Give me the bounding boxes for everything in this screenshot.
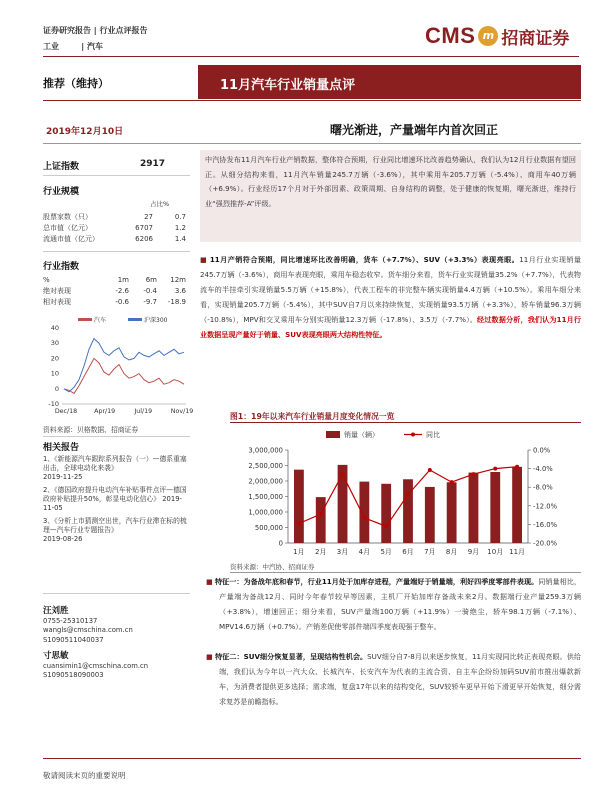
table-row [43,285,186,296]
feature-2-lead: 特征二：SUV细分恢复显著，呈现结构性机会。 [215,652,368,661]
scale-table [43,211,186,244]
cell: 绝对表现 [43,286,71,295]
divider [43,593,190,594]
rating-label: 推荐（维持） [43,77,109,90]
cell: 12m [170,275,186,284]
x-axis-tick-label: 2月 [314,548,327,556]
mini-y-tick-label: 40 [50,324,59,332]
bullet-1: ■ 11月产销符合预期，同比增速环比改善明确，货车（+7.7%）、SUV（+3.3%）表现亮眼。11月行业实现销量245.7万辆（-3.6%），商用车表现亮眼，乘用车稳态收窄。货车细分来看，货车行业实现销量35.2%（+7.7%），代表物流车的半挂牵引实现销量5.5万辆（+15.8%），代表工程车的非完整车辆实现销量4.4万辆（+10.5%）。乘用车细分来看，实现销量205.7万辆（-5.4%），其中SUV自7月以来持续恢复，实现销量93.5万辆（+3.3%），轿车销量96.3万辆（-10.8%），MPV和交叉乘用车分别实现销量12.3万辆（-17.8%）、3.5万（-7.7%）。经过数据分析，我们认为11月行业数据呈现产量好于销量、SUV表现亮眼两大结构性特征。 [200,255,582,339]
divider [43,251,190,252]
sales-bar [425,487,435,543]
left-axis-tick-label: 2,000,000 [248,477,283,486]
sales-bar [316,497,326,543]
cell: -2.6 [115,286,129,295]
cell: -18.9 [167,297,186,306]
auto-index-line [64,358,184,393]
cell: 27 [144,212,153,221]
related-reports [43,455,190,544]
x-axis-tick-label: 11月 [509,548,526,556]
right-axis-tick-label: -12.0% [533,502,558,511]
yoy-point [319,512,323,516]
related-text: 2、《德国政府提升电动汽车补贴事件点评—德国政府补贴提升50%，彰显电动化信心》 [43,486,187,503]
analyst-block [43,607,190,681]
logo-cms-text: CMS [425,23,476,48]
right-axis-tick-label: 0.0% [533,446,551,455]
cell: % [43,275,50,284]
cell: -9.7 [143,297,157,306]
legend-sales: 销量（辆） [344,431,379,439]
feature-1-lead: 特征一：为备战年底和春节，行业11月处于加库存进程，产量端好于销量端，利好四季度零部件表现。 [215,577,539,586]
yoy-point [450,480,454,484]
left-axis-tick-label: 500,000 [254,524,283,532]
sales-monthly-chart [228,426,584,562]
table-row [43,222,186,233]
table-row [43,233,186,244]
report-date: 2019年12月10日 [46,127,124,137]
legend-hs300: 沪深300 [144,317,168,324]
mini-y-tick-label: 30 [50,339,59,348]
cell: 1.2 [174,223,186,232]
analyst-email[interactable]: wangls@cmschina.com.cn [43,626,133,634]
right-axis-tick-label: -16.0% [533,520,558,529]
feature-2: ■ 特征二：SUV细分恢复显著，呈现结构性机会。SUV细分自7-8月以来逐步恢复，11月实现同比转正表现亮眼。供给端，我们认为今年以一汽大众、长城汽车、长安汽车为代表的主流合资、自主车企纷纷加码SUV前市推出爆款新车，为消费者提供更多选择；需求端，复盘17年以来的结构变化，SUV较轿车更早开始下滑更早开始恢复，细分需求复苏是前瞻指标。 [206,652,581,706]
analyst-email[interactable]: cuansimin1@cmschina.com.cn [43,661,149,670]
mini-chart-y-axis [48,324,59,408]
x-axis-tick-label: 8月 [445,548,458,556]
legend-swatch-yoy-marker [411,433,415,437]
sh-index-label: 上证指数 [43,162,80,172]
mini-y-tick-label: 0 [54,384,59,393]
sales-bar [381,484,391,543]
cell: 1.4 [174,234,186,243]
index-performance-chart [40,312,194,420]
figure-rule [230,422,581,423]
related-date: 2019-11-25 [43,473,83,481]
header-rule [43,56,579,57]
related-text: 3、《分析上市猜测空出世，汽车行业滞在标的梳理—汽车行业专题报告》 [43,517,187,534]
x-axis-tick-label: 3月 [336,548,349,556]
table-row [43,211,186,222]
cell: -0.4 [143,286,157,295]
mini-x-tick-label: Dec/18 [54,408,78,415]
x-axis-tick-label: 5月 [380,548,392,556]
right-axis-tick-label: -4.0% [533,465,553,474]
left-axis-tick-label: 1,500,000 [248,493,283,501]
right-axis-tick-label: -20.0% [533,539,558,548]
banner-rule [43,100,581,101]
feature-1-body: 同销量相比，产量端为备战12月、同时今年春节较早等因素，主机厂开始加库存备战未来2月。数据端行业产量259.3万辆（+3.8%），增速回正；细分来看，SUV产量端100万辆（+11.9%）一骑绝尘，轿车98.1万辆（-7.1%）、MPV14.6万辆（+0.7%）。产销差促使零部件端四季度表现强于整车。 [219,577,581,631]
yoy-point [515,465,519,469]
analyst-cert: S1090518090003 [43,671,104,679]
yoy-point [428,468,432,472]
yoy-point [341,472,345,476]
sales-bar [294,470,304,543]
cell: 股票家数（只） [43,212,92,221]
related-date: 2019-11-05 [43,495,182,512]
summary-box [200,150,581,242]
related-report-1[interactable] [43,455,190,482]
x-axis-tick-label: 6月 [402,548,414,556]
figure-source: 资料来源：中汽协、招商证券 [230,563,315,571]
title-banner [198,65,581,99]
divider [43,175,190,176]
figure-bottom-rule [230,572,581,573]
analyst-cert: S1090511040037 [43,635,104,644]
mini-y-tick-label: 10 [50,369,59,378]
summary-text: 中汽协发布11月汽车行业产销数据，整体符合预期，行业同比增速环比改善趋势确认，我们认为12月行业数据有望回正。从细分结构来看，11月汽车销量245.7万辆（-3.6%），其中乘用车205.7万辆（-5.4%）、商用车40万辆（+6.9%）。行业经历17个月对于外部因素、政策周期、自身结构的调整，处于健康的恢复期，曙光渐进，维持行业“强烈推荐-A”评级。 [205,155,576,208]
sales-bar [359,482,369,543]
legend-swatch-hs300 [128,318,142,321]
related-text: 1、《新能源汽车跟踪系列报告（一）—德系重塞出击，全球电动化来袭》 [43,455,187,472]
x-axis-tick-label: 4月 [358,548,371,556]
yoy-point [297,521,301,525]
scale-title: 行业规模 [43,187,80,197]
bullet-1-lead: 11月产销符合预期，同比增速环比改善明确，货车（+7.7%）、SUV（+3.3%）表现亮眼。 [209,255,520,264]
yoy-point [406,493,410,497]
bullet-1-highlight: 经过数据分析，我们认为11月行业数据呈现产量好于销量、SUV表现亮眼两大结构性特征。 [200,315,581,339]
mini-y-tick-label: 20 [50,354,59,363]
sales-bar [512,467,522,543]
mini-x-tick-label: Nov/19 [170,408,194,415]
yoy-point [384,524,388,528]
x-axis-tick-label: 10月 [487,548,504,556]
sales-bar [490,472,500,543]
related-date: 2019-08-26 [43,535,83,543]
left-axis-tick-label: 2,500,000 [248,462,283,470]
legend-swatch-sales [326,431,340,438]
cell: 流通市值（亿元） [43,234,99,243]
yoy-point [493,467,497,471]
related-report-3[interactable] [43,517,190,544]
x-axis-tick-label: 1月 [293,548,305,556]
sidebar-source: 资料来源：贝格数据、招商证券 [43,426,139,434]
analyst-name: 寸思敏 [43,651,69,661]
sales-bar [447,482,457,543]
mini-x-tick-label: Jul/19 [134,408,153,415]
feature-1: ■ 特征一：为备战年底和春节，行业11月处于加库存进程，产量端好于销量端，利好四季度零部件表现。同销量相比，产量端为备战12月、同时今年春节较早等因素，主机厂开始加库存备战未来2月。数据端行业产量259.3万辆（+3.8%），增速回正；细分来看，SUV产量端100万辆（+11.9%）一骑绝尘，轿车98.1万辆（-7.1%）、MPV14.6万辆（+0.7%）。产销差促使零部件端四季度表现强于整车。 [206,577,581,631]
cell: 相对表现 [43,297,71,306]
left-axis-tick-label: 1,000,000 [248,508,283,517]
related-report-2[interactable] [43,486,190,513]
mini-chart-x-axis [55,404,193,415]
sales-bar [403,479,413,543]
cell: 0.7 [174,212,186,221]
footer-note: 敬请阅读末页的重要说明 [43,771,126,780]
cell: 6206 [135,234,153,243]
legend-auto: 汽车 [94,317,107,324]
figure-title: 图1：19年以来汽车行业销量月度变化情况一览 [230,412,395,421]
cell: 6707 [135,223,153,232]
subtitle-rule [43,143,581,144]
right-axis-tick-label: -8.0% [533,483,553,492]
analyst-phone: 0755-25310137 [43,616,98,625]
report-title: 11月汽车行业销量点评 [220,78,356,93]
perf-table [43,274,186,307]
mini-x-tick-label: Apr/19 [94,408,116,415]
report-type-line: 证券研究报告 | 行业点评报告 [43,26,148,35]
related-title: 相关报告 [43,443,80,453]
footer-rule [43,758,581,759]
logo-mark-icon: m [478,26,498,46]
legend-yoy: 同比 [426,431,440,439]
cell: -0.6 [115,297,129,306]
left-axis-tick-label: 0 [278,539,283,548]
table-row [43,274,186,285]
scale-unit: 占比% [150,200,170,208]
left-axis-tick-label: 3,000,000 [248,446,283,455]
company-logo [425,20,569,52]
x-axis-tick-label: 7月 [424,548,436,556]
perf-title: 行业指数 [43,262,80,272]
yoy-point [471,472,475,476]
sales-bar [469,473,479,543]
cell: 1m [117,275,129,284]
sales-bars [294,465,522,543]
bullet-1-body: 11月行业实现销量245.7万辆（-3.6%），商用车表现亮眼，乘用车稳态收窄。货车细分来看，货车行业实现销量35.2%（+7.7%），代表物流车的半挂牵引实现销量5.5万辆（+15.8%），代表工程车的非完整车辆实现销量4.4万辆（+10.5%）。乘用车细分来看，实现销量205.7万辆（-5.4%），其中SUV自7月以来持续恢复，实现销量93.5万辆（+3.3%），轿车销量96.3万辆（-10.8%），MPV和交叉乘用车分别实现销量12.3万辆（-17.8%）、3.5万（-7.7%）。 [200,255,582,324]
analyst-name: 汪刘胜 [43,606,69,616]
cell: 6m [145,275,157,284]
x-axis-tick-label: 9月 [467,548,480,556]
cell: 总市值（亿元） [43,223,92,232]
report-subtitle: 曙光渐进，产量端年内首次回正 [330,123,499,137]
logo-cn-text: 招商证券 [501,28,570,49]
legend-swatch-auto [78,318,92,321]
industry-line: 工业 | 汽车 [43,42,103,51]
mini-y-tick-label: -10 [48,400,59,408]
sales-bar [338,465,348,543]
table-row [43,296,186,307]
feature-2-body: SUV细分自7-8月以来逐步恢复，11月实现同比转正表现亮眼。供给端，我们认为今年以一汽大众、长城汽车、长安汽车为代表的主流合资、自主车企纷纷加码SUV前市推出爆款新车，为消费者提供更多选择；需求端，复盘17年以来的结构变化，SUV较轿车更早开始下滑更早开始恢复，细分需求复苏是前瞻指标。 [219,652,581,706]
sh-index-value: 2917 [140,159,166,169]
cell: 3.6 [174,286,186,295]
divider [43,436,190,437]
yoy-point [362,516,366,520]
